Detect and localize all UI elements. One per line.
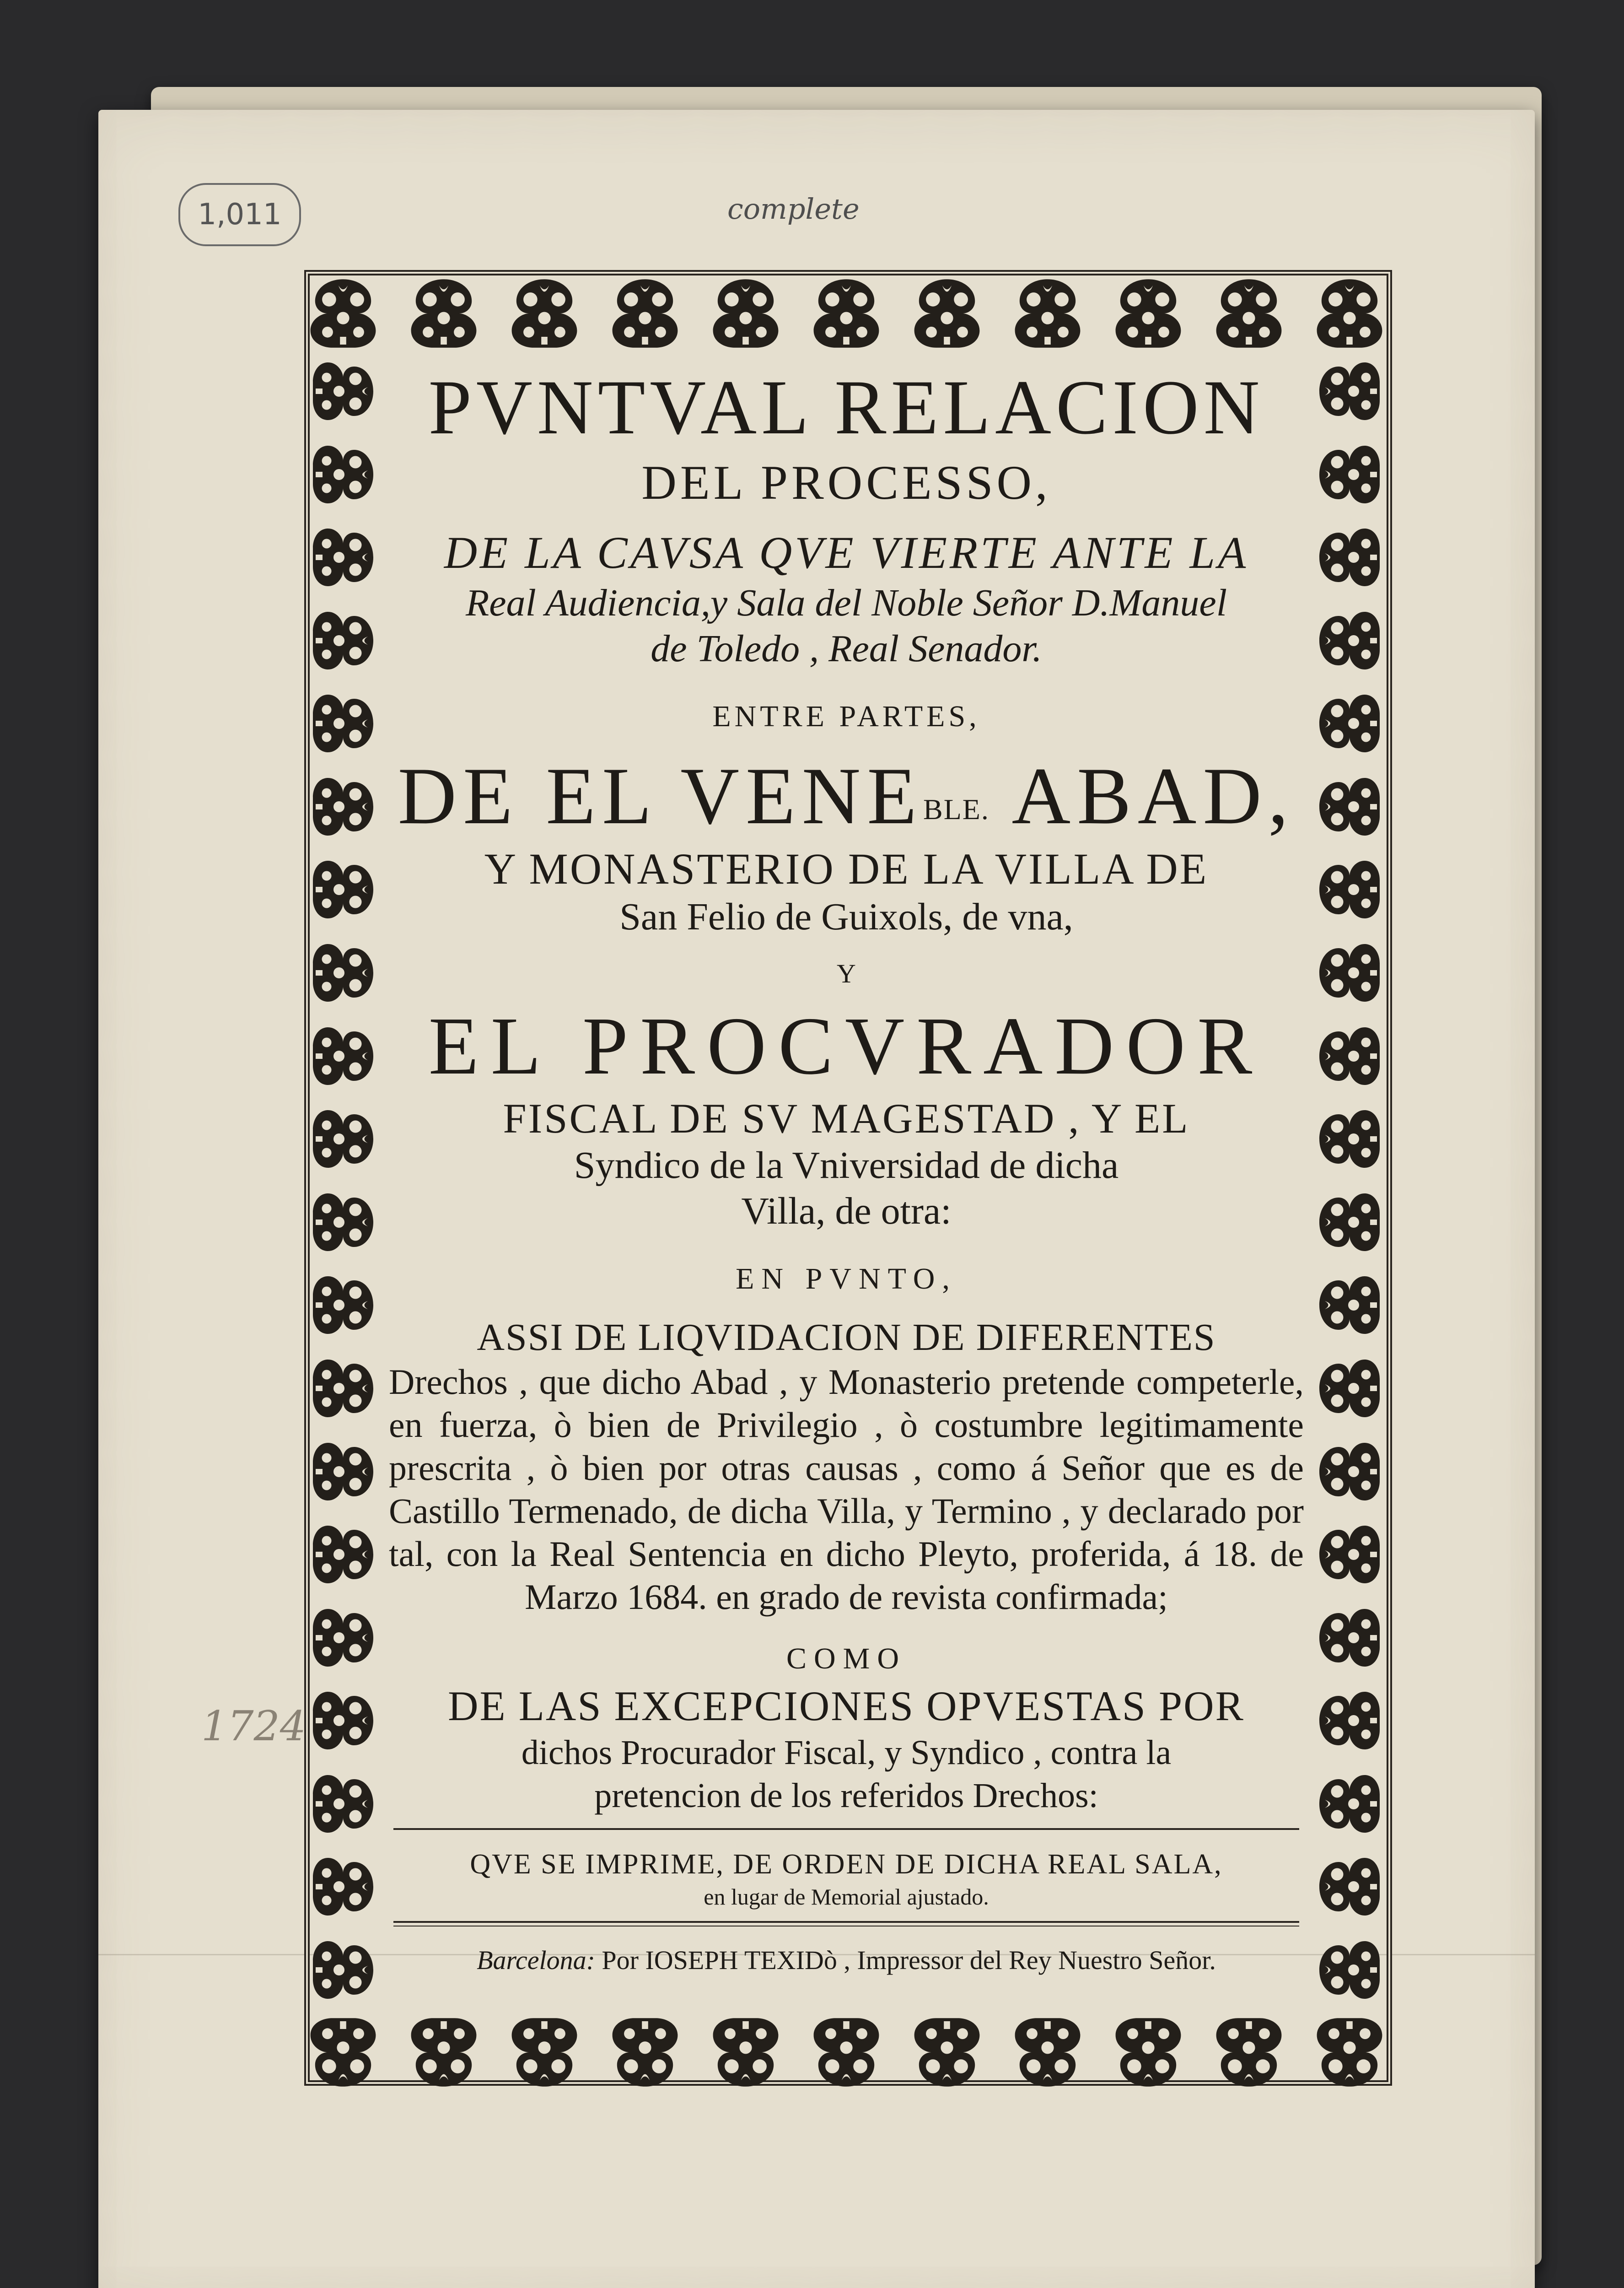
fleuron-ornament-icon: [1315, 1603, 1384, 1672]
printing-line-1: QVE SE IMPRIME, DE ORDEN DE DICHA REAL SALA,: [470, 1849, 1223, 1880]
second-party-line-2: FISCAL DE SV MAGESTAD , Y EL: [503, 1095, 1190, 1142]
fleuron-ornament-icon: [606, 2013, 684, 2091]
fleuron-ornament-icon: [1315, 939, 1384, 1007]
imprint-text: Por IOSEPH TEXIDò , Impressor del Rey Nuestro Señor.: [595, 1945, 1216, 1975]
fleuron-ornament-icon: [309, 1022, 377, 1090]
fleuron-ornament-icon: [309, 606, 377, 675]
fleuron-ornament-icon: [309, 939, 377, 1007]
fleuron-ornament-icon: [707, 2013, 785, 2091]
ornament-border-top: [304, 275, 1388, 352]
fleuron-ornament-icon: [1315, 1188, 1384, 1257]
fleuron-ornament-icon: [1210, 275, 1288, 352]
fleuron-ornament-icon: [1315, 357, 1384, 426]
divider-rule: [393, 1828, 1299, 1830]
cause-line-3: de Toledo , Real Senador.: [651, 627, 1042, 670]
fleuron-ornament-icon: [309, 1770, 377, 1838]
fleuron-ornament-icon: [1315, 1936, 1384, 2004]
printing-line-2: en lugar de Memorial ajustado.: [704, 1884, 989, 1910]
fleuron-ornament-icon: [1315, 606, 1384, 675]
first-party-main: DE EL VENE: [398, 750, 924, 841]
exceptions-heading: COMO: [786, 1642, 907, 1675]
fleuron-ornament-icon: [1311, 275, 1388, 352]
imprint-place: Barcelona:: [477, 1945, 595, 1975]
fleuron-ornament-icon: [309, 1354, 377, 1423]
fleuron-ornament-icon: [309, 1188, 377, 1257]
fleuron-ornament-icon: [309, 440, 377, 509]
fleuron-ornament-icon: [707, 275, 785, 352]
fleuron-ornament-icon: [309, 1936, 377, 2004]
fleuron-ornament-icon: [309, 1271, 377, 1339]
fleuron-ornament-icon: [1315, 1520, 1384, 1589]
fleuron-ornament-icon: [309, 357, 377, 426]
fleuron-ornament-icon: [908, 275, 986, 352]
fleuron-ornament-icon: [1315, 1105, 1384, 1173]
title-page-text: [380, 357, 1313, 2004]
fleuron-ornament-icon: [304, 275, 382, 352]
fleuron-ornament-icon: [405, 2013, 483, 2091]
ornament-border-left: [309, 357, 377, 2004]
parties-heading: ENTRE PARTES,: [712, 700, 980, 733]
second-party-title: EL PROCVRADOR: [428, 1000, 1264, 1091]
shelfmark-annotation: [178, 183, 301, 246]
fleuron-ornament-icon: [309, 772, 377, 841]
margin-annotation: 1724: [201, 1702, 307, 1750]
complete-annotation: complete: [727, 192, 860, 226]
fleuron-ornament-icon: [606, 275, 684, 352]
first-party-line-2: Y MONASTERIO DE LA VILLA DE: [484, 844, 1209, 893]
subtitle: DEL PROCESSO,: [641, 456, 1051, 509]
first-party-superscript: BLE.: [923, 793, 989, 826]
second-party-line-3: Syndico de la Vniversidad de dicha: [574, 1144, 1119, 1187]
fleuron-ornament-icon: [1311, 2013, 1388, 2091]
fleuron-ornament-icon: [309, 1520, 377, 1589]
fleuron-ornament-icon: [505, 2013, 583, 2091]
parties-conjunction: Y: [837, 959, 856, 988]
fleuron-ornament-icon: [309, 1686, 377, 1755]
point-body: Drechos , que dicho Abad , y Monasterio pretende competerle, en fuerza, ò bien de Privilegio , ò costumbre legitimamente prescrita , ò bien por otras causas , como á Señor que es de Castillo Termenado, de dicha Villa, y Termino , y declarado por tal, con la Real Sentencia en dicho Pleyto, proferida, á 18. de Marzo 1684. en grado de revista confirmada;: [389, 1362, 1304, 1617]
fleuron-ornament-icon: [1315, 1354, 1384, 1423]
fleuron-ornament-icon: [1315, 1686, 1384, 1755]
fleuron-ornament-icon: [505, 275, 583, 352]
fleuron-ornament-icon: [304, 2013, 382, 2091]
fleuron-ornament-icon: [309, 1105, 377, 1173]
fleuron-ornament-icon: [309, 1437, 377, 1506]
fleuron-ornament-icon: [309, 689, 377, 758]
fleuron-ornament-icon: [309, 1852, 377, 1921]
first-party-tail: ABAD,: [989, 750, 1295, 841]
fleuron-ornament-icon: [1009, 2013, 1086, 2091]
fleuron-ornament-icon: [309, 1603, 377, 1672]
fleuron-ornament-icon: [1109, 2013, 1187, 2091]
fleuron-ornament-icon: [1315, 1770, 1384, 1838]
fleuron-ornament-icon: [807, 275, 885, 352]
first-party-title: [380, 748, 1313, 844]
exceptions-line-1: DE LAS EXCEPCIONES OPVESTAS POR: [448, 1683, 1245, 1729]
fleuron-ornament-icon: [1315, 772, 1384, 841]
first-party-line-3: San Felio de Guixols, de vna,: [619, 896, 1073, 938]
fleuron-ornament-icon: [309, 523, 377, 592]
main-title: PVNTVAL RELACION: [428, 364, 1264, 450]
fleuron-ornament-icon: [1315, 440, 1384, 509]
ornament-border-bottom: [304, 2013, 1388, 2091]
fleuron-ornament-icon: [1210, 2013, 1288, 2091]
fleuron-ornament-icon: [309, 855, 377, 924]
exceptions-line-2: dichos Procurador Fiscal, y Syndico , contra la: [521, 1733, 1172, 1772]
point-line-1: ASSI DE LIQVIDACION DE DIFERENTES: [477, 1316, 1216, 1359]
imprint: [380, 1945, 1313, 1975]
fleuron-ornament-icon: [1315, 1271, 1384, 1339]
fleuron-ornament-icon: [1315, 523, 1384, 592]
fleuron-ornament-icon: [1315, 855, 1384, 924]
cause-line-1: DE LA CAVSA QVE VIERTE ANTE LA: [444, 527, 1249, 578]
fleuron-ornament-icon: [405, 275, 483, 352]
fleuron-ornament-icon: [1009, 275, 1086, 352]
shelfmark-text: 1,011: [198, 198, 282, 232]
fleuron-ornament-icon: [1315, 689, 1384, 758]
ornament-border-right: [1315, 357, 1384, 2004]
fleuron-ornament-icon: [1315, 1022, 1384, 1090]
fleuron-ornament-icon: [1315, 1852, 1384, 1921]
exceptions-line-3: pretencion de los referidos Drechos:: [594, 1776, 1098, 1815]
divider-double-rule: [393, 1921, 1299, 1926]
fleuron-ornament-icon: [1315, 1437, 1384, 1506]
fleuron-ornament-icon: [1109, 275, 1187, 352]
point-heading: EN PVNTO,: [736, 1262, 957, 1295]
fleuron-ornament-icon: [908, 2013, 986, 2091]
cause-line-2: Real Audiencia,y Sala del Noble Señor D.Manuel: [465, 582, 1227, 624]
fleuron-ornament-icon: [807, 2013, 885, 2091]
second-party-line-4: Villa, de otra:: [741, 1190, 952, 1232]
